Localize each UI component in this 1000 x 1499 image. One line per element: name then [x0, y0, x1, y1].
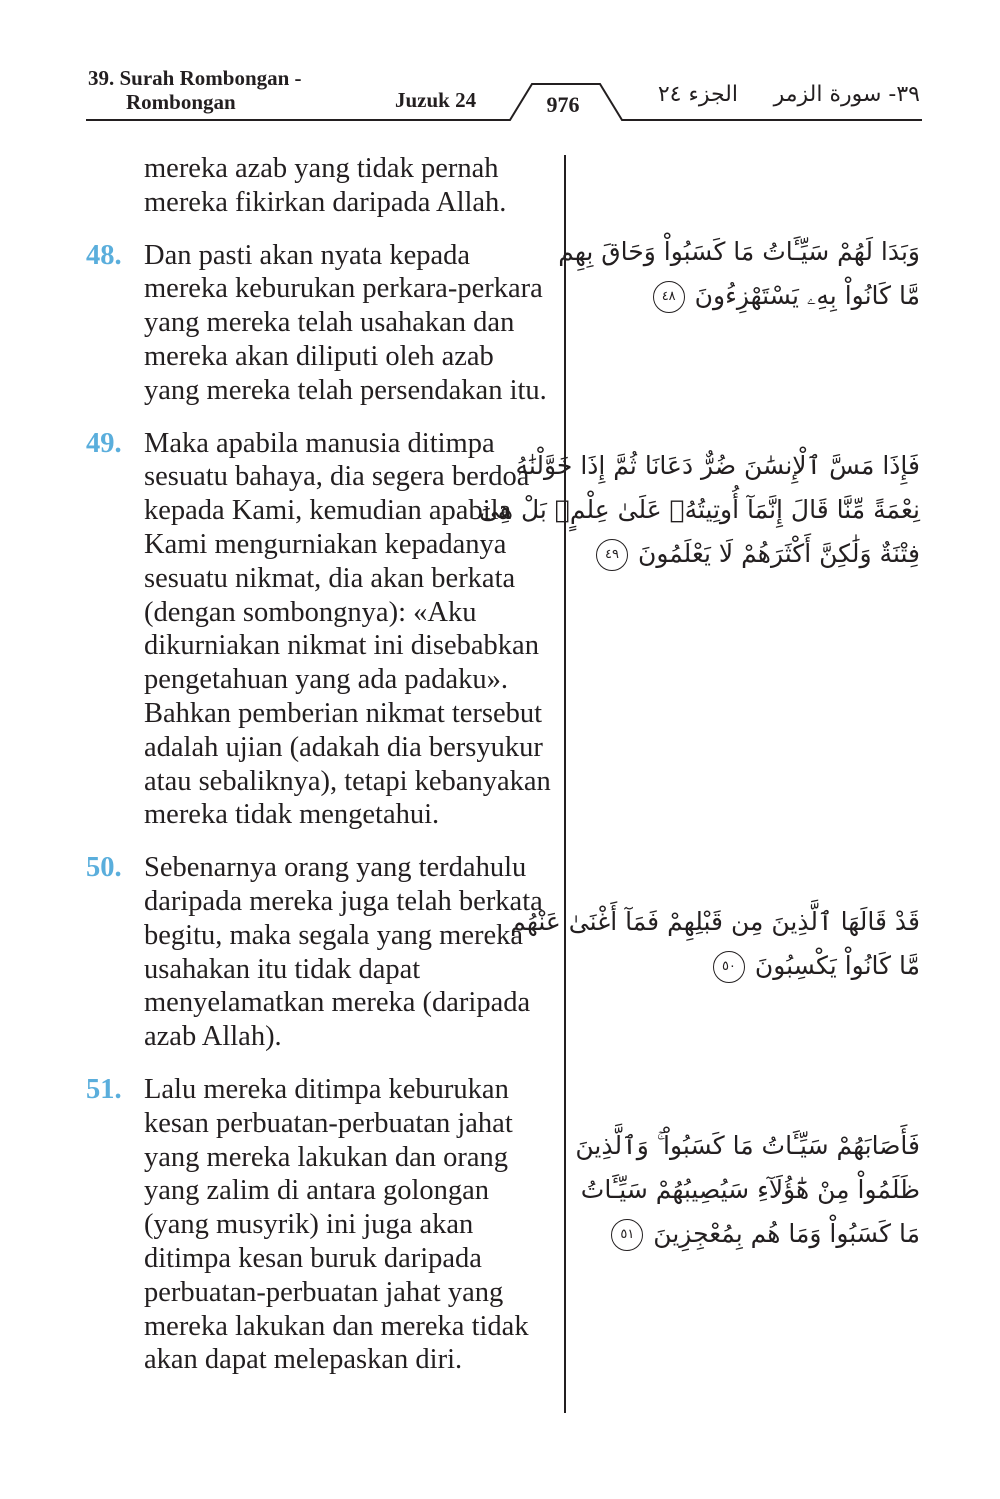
- verse-50: [86, 851, 556, 1054]
- juz-label-arabic: الجزء ٢٤: [657, 82, 738, 107]
- arabic-line: نِعْمَةً مِّنَّا قَالَ إِنَّمَآ أُوتِيتُهُۥ عَلَىٰ عِلْمٍۭ بَلْ هِىَ: [479, 495, 920, 524]
- column-divider: [564, 155, 566, 1413]
- arabic-line: وَبَدَا لَهُمْ سَيِّـَٔاتُ مَا كَسَبُواْ وَحَاقَ بِهِم: [558, 237, 920, 266]
- arabic-line: فَأَصَابَهُمْ سَيِّـَٔاتُ مَا كَسَبُواْ ۚ وَٱلَّذِينَ: [575, 1131, 920, 1160]
- verse-number: 48.: [86, 239, 122, 271]
- juzuk-label: Juzuk 24: [395, 88, 477, 112]
- verse-translation: Dan pasti akan nyata kepada mereka keburukan perkara-perkara yang mereka telah usahakan dan mereka akan diliputi oleh azab yang mereka telah persendakan itu.: [144, 239, 547, 406]
- arabic-line-with-mark: [580, 274, 920, 318]
- ayah-end-marker: ٥١: [611, 1219, 643, 1251]
- surah-title-latin: [88, 66, 302, 114]
- arabic-line: فَإِذَا مَسَّ ٱلْإِنسَٰنَ ضُرٌّ دَعَانَا ثُمَّ إِذَا خَوَّلْنَٰهُ: [515, 451, 920, 480]
- verse-number: 49.: [86, 427, 122, 459]
- arabic-verse-51: [575, 1124, 920, 1256]
- arabic-line: قَدْ قَالَهَا ٱلَّذِينَ مِن قَبْلِهِمْ فَمَآ أَغْنَىٰ عَنْهُم: [510, 907, 920, 936]
- arabic-line-text: مَا كَسَبُواْ وَمَا هُم بِمُعْجِزِينَ: [653, 1219, 920, 1248]
- arabic-verse-50: [510, 900, 920, 988]
- ayah-end-marker: ٥٠: [713, 951, 745, 983]
- verse-number: 50.: [86, 852, 122, 884]
- arabic-line-with-mark: [580, 1212, 920, 1256]
- arabic-line-text: فِتْنَةٌ وَلَٰكِنَّ أَكْثَرَهُمْ لَا يَعْلَمُونَ: [637, 539, 920, 568]
- verse-translation: Sebenarnya orang yang terdahulu daripada mereka juga telah berkata begitu, maka segala yang mereka usahakan itu tidak dapat menyelamatkan mereka (daripada azab Allah).: [144, 852, 543, 1053]
- ayah-end-marker: ٤٨: [653, 281, 685, 313]
- verse-translation: Lalu mereka ditimpa keburukan kesan perbuatan-perbuatan jahat yang mereka lakukan dan orang yang zalim di antara golongan (yang musyrik) ini juga akan ditimpa kesan buruk daripada perbuatan-perbuatan jahat yang mereka lakukan dan mereka tidak akan dapat melepaskan diri.: [144, 1073, 529, 1376]
- verse-translation: Maka apabila manusia ditimpa sesuatu bahaya, dia segera berdoa kepada Kami, kemudian apabila Kami mengurniakan kepadanya sesuatu nikmat, dia akan berkata (dengan sombongnya): «Aku dikurniakan nikmat ini disebabkan pengetahuan yang ada padaku». Bahkan pemberian nikmat tersebut adalah ujian (adakah dia bersyukur atau sebaliknya), tetapi kebanyakan mereka tidak mengetahui.: [144, 427, 551, 831]
- surah-title-line2: Rombongan: [126, 90, 236, 114]
- arabic-line-with-mark: [580, 532, 920, 576]
- surah-title-line1: 39. Surah Rombongan -: [88, 66, 302, 90]
- surah-title-arabic: ٣٩- سورة الزمر: [773, 82, 920, 107]
- continued-translation: mereka azab yang tidak pernah mereka fikirkan daripada Allah.: [144, 153, 507, 218]
- ayah-end-marker: ٤٩: [596, 539, 628, 571]
- arabic-line-text: مَّا كَانُواْ يَكْسِبُونَ: [754, 951, 920, 980]
- arabic-line: ظَلَمُواْ مِنْ هَٰٓؤُلَآءِ سَيُصِيبُهُمْ سَيِّـَٔاتُ: [580, 1175, 920, 1204]
- translation-column: [86, 152, 556, 1396]
- arabic-verse-49: [479, 444, 920, 576]
- page-number: 976: [546, 92, 580, 117]
- arabic-line-with-mark: [580, 944, 920, 988]
- page-header: [0, 0, 1000, 130]
- arabic-line-text: مَّا كَانُواْ بِهِۦ يَسْتَهْزِءُونَ: [694, 281, 920, 310]
- verse-48: [86, 239, 556, 408]
- verse-51: [86, 1073, 556, 1377]
- verse-number: 51.: [86, 1073, 122, 1105]
- arabic-verse-48: [558, 230, 920, 318]
